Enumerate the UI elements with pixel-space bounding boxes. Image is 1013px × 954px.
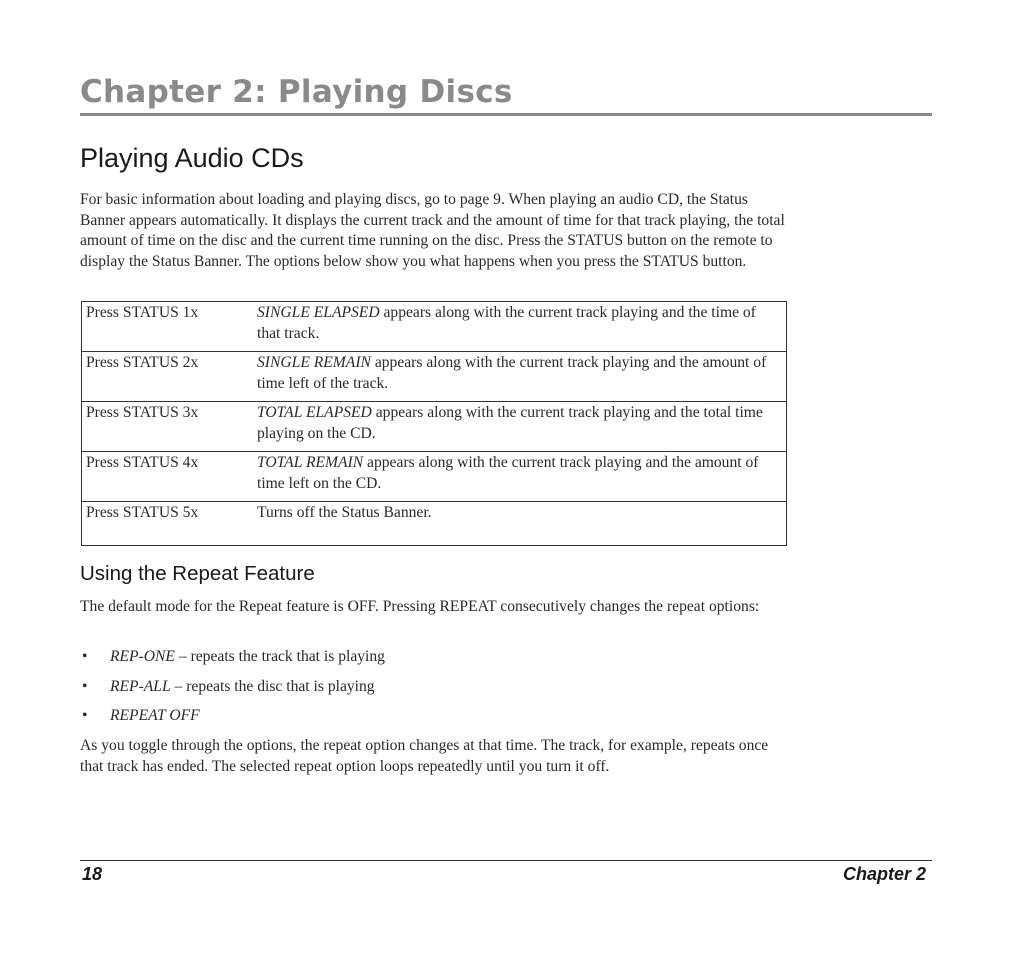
bullet-icon: •	[82, 707, 88, 724]
status-description-cell	[257, 302, 787, 352]
repeat-option-name: REP-ONE	[110, 648, 175, 665]
status-description-cell	[257, 352, 787, 402]
press-status-cell: Press STATUS 1x	[82, 302, 258, 352]
table-row	[82, 502, 787, 546]
status-description-text: appears along with the current track playing and the time of that track.	[257, 304, 756, 342]
list-item	[80, 706, 385, 736]
status-description-cell	[257, 502, 787, 546]
table-row	[82, 402, 787, 452]
table-row	[82, 302, 787, 352]
status-description-text: Turns off the Status Banner.	[257, 504, 432, 521]
press-status-cell: Press STATUS 4x	[82, 452, 258, 502]
bullet-icon: •	[82, 677, 88, 695]
status-mode-name: TOTAL ELAPSED	[257, 404, 372, 421]
footer-page-number: 18	[82, 864, 103, 884]
repeat-closing-paragraph: As you toggle through the options, the repeat option changes at that time. The track, for example, repeats once that track has ended. The selected repeat option loops repeatedly until you turn it off.	[80, 737, 769, 775]
repeat-option-text: – repeats the disc that is playing	[170, 677, 375, 695]
chapter-title: Chapter 2: Playing Discs	[80, 74, 513, 110]
table-row	[82, 352, 787, 402]
repeat-option-name: REP-ALL	[110, 677, 171, 695]
status-description-text: appears along with the current track playing and the amount of time left of the track.	[257, 354, 767, 392]
bullet-icon: •	[82, 648, 88, 665]
status-options-table	[81, 301, 787, 546]
repeat-options-list	[80, 647, 385, 736]
list-item	[80, 677, 385, 707]
status-mode-name: SINGLE REMAIN	[257, 354, 371, 371]
status-description-cell	[257, 402, 787, 452]
status-mode-name: TOTAL REMAIN	[257, 454, 364, 471]
repeat-option-text: – repeats the track that is playing	[174, 648, 385, 665]
section-title: Playing Audio CDs	[80, 143, 304, 173]
press-status-cell: Press STATUS 2x	[82, 352, 258, 402]
list-item	[80, 647, 385, 677]
press-status-cell: Press STATUS 3x	[82, 402, 258, 452]
section-intro-paragraph: For basic information about loading and playing discs, go to page 9. When playing an audio CD, the Status Banner appears automatically. It displays the current track and the amount of time for that track playing, the total amount of time on the disc and the current time running on the disc. Press the STATUS button on the remote to display the Status Banner. The options below show you what happens when you press the STATUS button.	[80, 191, 785, 270]
status-description-text: appears along with the current track playing and the total time playing on the CD.	[257, 404, 763, 442]
table-row	[82, 452, 787, 502]
chapter-title-rule	[80, 113, 932, 116]
status-description-text: appears along with the current track playing and the amount of time left on the CD.	[257, 454, 759, 492]
repeat-feature-title: Using the Repeat Feature	[80, 562, 315, 585]
status-mode-name: SINGLE ELAPSED	[257, 304, 380, 321]
repeat-option-name: REPEAT OFF	[110, 707, 200, 724]
status-description-cell	[257, 452, 787, 502]
footer-rule	[80, 860, 932, 861]
repeat-intro-paragraph: The default mode for the Repeat feature is OFF. Pressing REPEAT consecutively changes the repeat options:	[80, 598, 760, 615]
press-status-cell: Press STATUS 5x	[82, 502, 258, 546]
footer-chapter-label: Chapter 2	[842, 864, 926, 884]
